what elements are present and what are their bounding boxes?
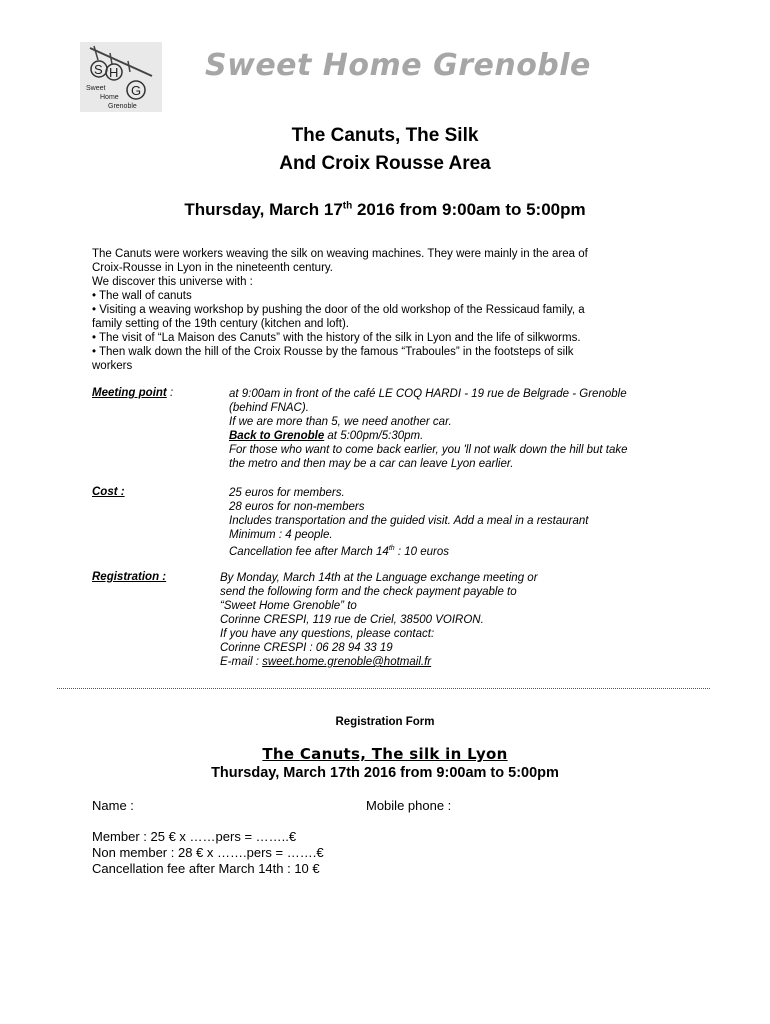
intro-line: • Then walk down the hill of the Croix Rousse by the famous “Traboules” in the footsteps of silk — [92, 346, 574, 358]
cut-line-divider — [57, 688, 710, 689]
logo-graphic — [80, 42, 162, 112]
event-date: Thursday, March 17th 2016 from 9:00am to 5:00pm — [184, 200, 586, 219]
fee-calculation — [92, 829, 324, 877]
org-name: Sweet Home Grenoble — [205, 48, 591, 83]
intro-line: The Canuts were workers weaving the silk on weaving machines. They were mainly in the area of — [92, 248, 588, 260]
intro-line: Croix-Rousse in Lyon in the nineteenth century. — [92, 262, 333, 274]
cost-details: 25 euros for members. 28 euros for non-members Includes transportation and the guided visit. Add a meal in a restaurant Minimum : 4 people. Cancellation fee after March 14th : 10 euros — [229, 487, 589, 558]
logo-word-grenoble: Grenoble — [108, 103, 137, 110]
logo-letter-h: H — [109, 65, 119, 80]
logo-word-sweet: Sweet — [86, 85, 106, 92]
intro-line: • The wall of canuts — [92, 290, 192, 302]
meeting-point-details: at 9:00am in front of the café LE COQ HARDI - 19 rue de Belgrade - Grenoble (behind FNAC). If we are more than 5, we need another car. Back to Grenoble at 5:00pm/5:30pm. For those who want to come back earlier, you 'll not walk down the hill but take the metro and then may be a car can leave Lyon earlier. — [229, 388, 628, 470]
intro-line: family setting of the 19th century (kitchen and loft). — [92, 318, 349, 330]
form-title: The Canuts, The silk in Lyon — [262, 745, 508, 763]
logo-word-home: Home — [100, 94, 119, 101]
event-title-line2: And Croix Rousse Area — [279, 153, 491, 174]
email-link[interactable]: sweet.home.grenoble@hotmail.fr — [262, 656, 432, 668]
form-date: Thursday, March 17th 2016 from 9:00am to 5:00pm — [211, 765, 559, 781]
registration-form-heading: Registration Form — [335, 716, 435, 728]
name-field-label: Name : — [92, 798, 134, 813]
intro-line: • Visiting a weaving workshop by pushing the door of the old workshop of the Ressicaud family, a — [92, 304, 585, 316]
registration-label: Registration : — [92, 571, 167, 583]
event-title-line1: The Canuts, The Silk — [291, 125, 479, 146]
logo — [80, 42, 162, 112]
cancellation-fee-line: Cancellation fee after March 14th : 10 € — [92, 861, 320, 876]
member-fee-line: Member : 25 € x ……pers = ……..€ — [92, 829, 297, 844]
intro-text — [92, 247, 682, 373]
intro-line: • The visit of “La Maison des Canuts” with the history of the silk in Lyon and the life of silkworms. — [92, 332, 581, 344]
logo-letter-s: S — [94, 62, 103, 77]
intro-line: We discover this universe with : — [92, 276, 253, 288]
mobile-phone-field-label: Mobile phone : — [366, 798, 452, 813]
registration-details: By Monday, March 14th at the Language exchange meeting or send the following form and the check payment payable to “Sweet Home Grenoble” to Corinne CRESPI, 119 rue de Criel, 38500 VOIRON. If you have any questions, please contact: Corinne CRESPI : 06 28 94 33 19 E-mail : sweet.home.grenoble@hotmail.fr — [220, 572, 538, 668]
logo-letter-g: G — [131, 83, 142, 98]
intro-line: workers — [92, 360, 133, 372]
cost-label: Cost : — [92, 486, 125, 498]
non-member-fee-line: Non member : 28 € x …….pers = …….€ — [92, 845, 324, 860]
meeting-point-label: Meeting point : — [92, 387, 174, 399]
